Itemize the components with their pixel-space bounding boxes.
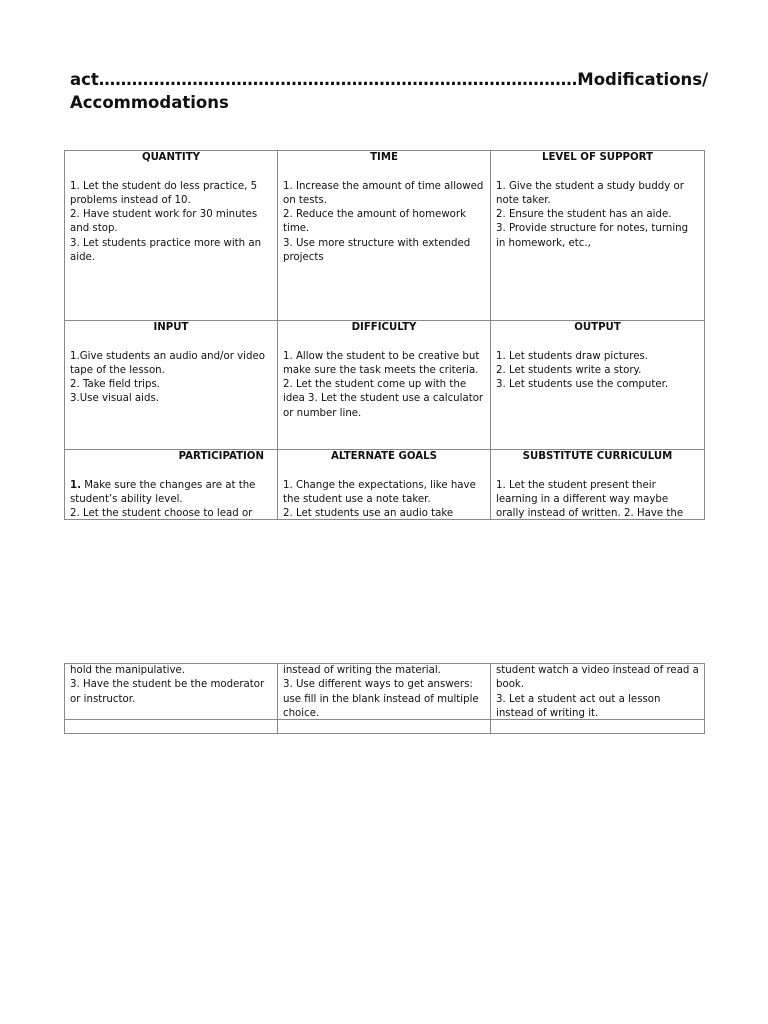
- cell-item: 1. Give the student a study buddy or note taker.: [496, 180, 684, 206]
- cell-item: 2. Take field trips.: [70, 379, 161, 391]
- cell-item: 1. Allow the student to be creative but make sure the task meets the criteria.: [283, 350, 480, 376]
- cell-item: 1. Let the student do less practice, 5 problems instead of 10.: [70, 180, 258, 206]
- cell-output: [491, 321, 705, 450]
- cell-level-of-support: [491, 151, 705, 321]
- cell-input: [65, 321, 278, 450]
- empty-cell: [491, 720, 705, 734]
- cell-header: LEVEL OF SUPPORT: [541, 152, 654, 163]
- cell-item: [70, 479, 272, 508]
- cell-participation-continued: [65, 664, 278, 720]
- cell-item: 3. Use more structure with extended projects: [283, 237, 471, 264]
- document-title: act……………………………………………………………………………Modifications/Accommodations: [70, 70, 709, 112]
- modifications-table: [64, 150, 705, 520]
- empty-cell: [65, 720, 278, 734]
- cell-item: 3. Let students use the computer.: [496, 379, 669, 391]
- cell-item: hold the manipulative.: [70, 665, 185, 676]
- cell-header: ALTERNATE GOALS: [331, 451, 437, 462]
- cell-difficulty: [278, 321, 491, 450]
- empty-cell: [278, 720, 491, 734]
- cell-item: 3. Let a student act out a lesson instead of writing it.: [496, 693, 661, 719]
- cell-header: QUANTITY: [141, 152, 201, 163]
- modifications-table-continued: [64, 663, 705, 734]
- cell-item: 1. Let students draw pictures.: [496, 350, 649, 362]
- item-number: 1.: [70, 479, 81, 491]
- cell-participation: [65, 450, 278, 520]
- cell-item: 2. Have student work for 30 minutes and stop.: [70, 209, 258, 235]
- cell-item: 3.Use visual aids.: [70, 393, 160, 405]
- cell-item: 1. Increase the amount of time allowed on tests.: [283, 180, 484, 206]
- cell-item: 3. Let students practice more with an aide.: [70, 237, 262, 264]
- cell-item: student watch a video instead of read a book.: [496, 665, 699, 691]
- cell-header: OUTPUT: [574, 322, 621, 333]
- cell-time: [278, 151, 491, 321]
- cell-item: 3. Provide structure for notes, turning in homework, etc.,: [496, 223, 689, 249]
- cell-header: DIFFICULTY: [351, 322, 417, 333]
- cell-substitute-curriculum-continued: [491, 664, 705, 720]
- cell-item: 2. Ensure the student has an aide.: [496, 209, 672, 221]
- cell-header: INPUT: [153, 322, 189, 333]
- cell-header: PARTICIPATION: [178, 451, 264, 462]
- cell-item: 2. Let the student come up with the idea 3. Let the student use a calculator or number line.: [283, 379, 484, 419]
- cell-substitute-curriculum: [491, 450, 705, 520]
- cell-item: instead of writing the material.: [283, 665, 441, 676]
- cell-item: 3. Have the student be the moderator or instructor.: [70, 679, 265, 705]
- cell-quantity: [65, 151, 278, 321]
- cell-header: SUBSTITUTE CURRICULUM: [522, 451, 673, 462]
- cell-alternate-goals-continued: [278, 664, 491, 720]
- cell-item: 2. Reduce the amount of homework time.: [283, 209, 466, 235]
- item-text: Make sure the changes are at the student’s ability level.: [70, 479, 256, 505]
- cell-item: 2. Let students use an audio take: [283, 508, 454, 520]
- cell-item: 1. Change the expectations, like have the student use a note taker.: [283, 479, 476, 505]
- cell-item: 1. Let the student present their learning in a different way maybe orally instead of written. 2. Have the: [496, 479, 684, 520]
- cell-item: 3. Use different ways to get answers: use fill in the blank instead of multiple choice.: [283, 679, 479, 719]
- cell-alternate-goals: [278, 450, 491, 520]
- cell-item: 2. Let students write a story.: [496, 364, 642, 376]
- cell-item: 2. Let the student choose to lead or: [70, 508, 253, 520]
- cell-item: 1.Give students an audio and/or video tape of the lesson.: [70, 350, 265, 376]
- cell-header: TIME: [370, 152, 398, 163]
